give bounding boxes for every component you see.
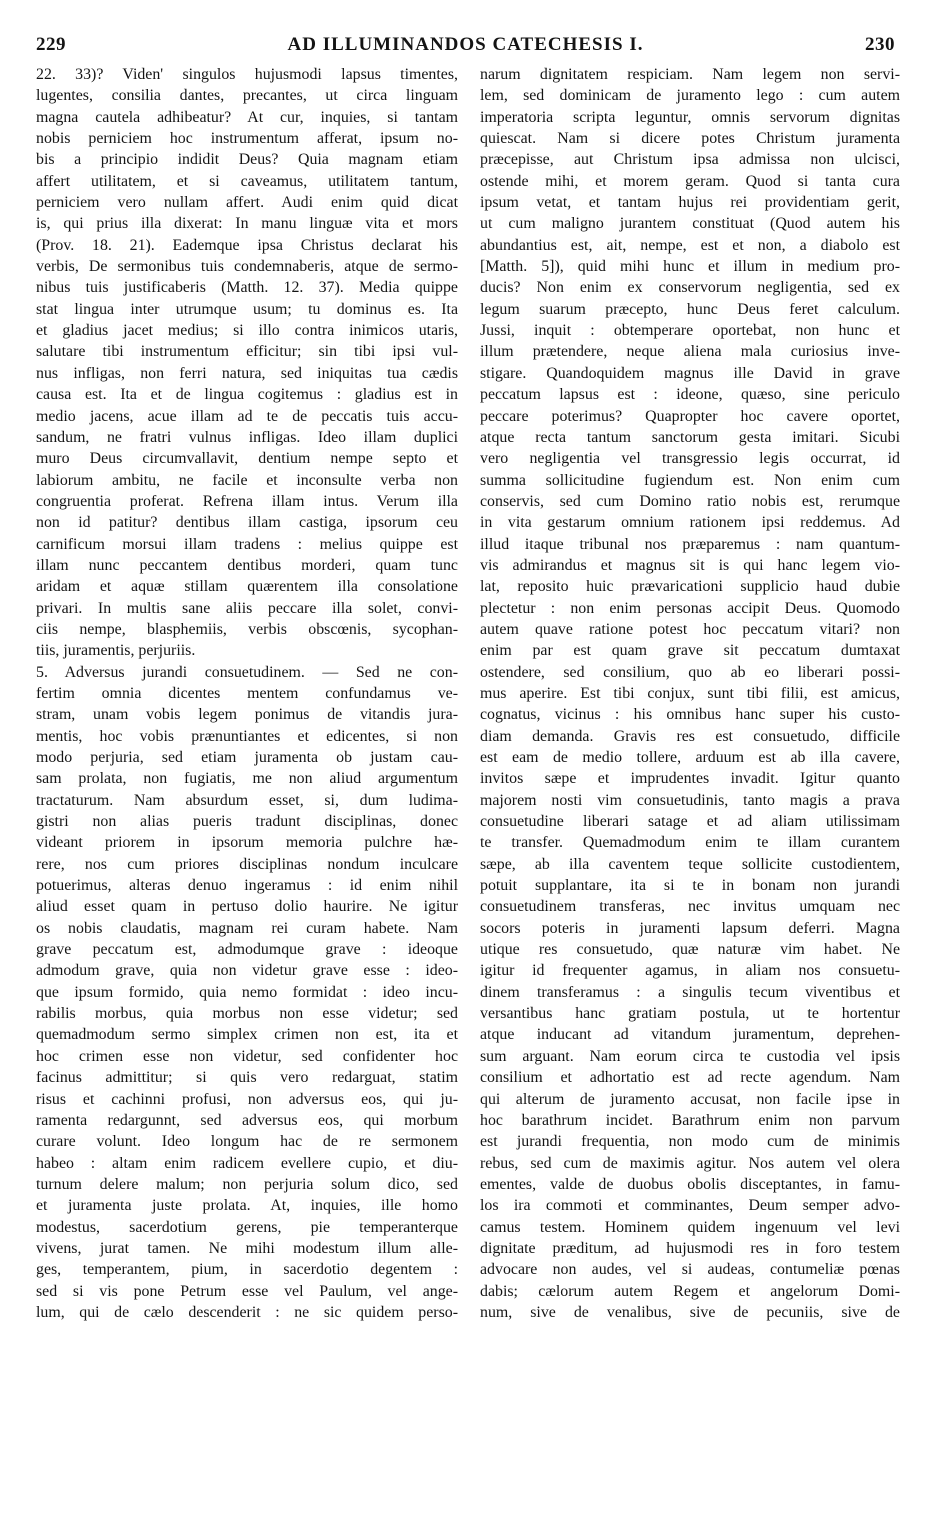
text-line: lugentes, consilia dantes, precantes, ut circa linguam: [36, 87, 458, 105]
text-line: ementes, valde de duobus obolis disceptantes, in famu-: [480, 1175, 900, 1193]
text-line: labiorum ambitu, ne facile et inconsulte verba non: [36, 471, 458, 489]
text-line: consuetudinem transferas, nec invitus umquam nec: [480, 898, 900, 916]
text-line: curare volunt. Ideo longum hac de re sermonem: [36, 1133, 458, 1151]
text-line: invitos sæpe et imprudentes invadit. Igitur quanto: [480, 770, 900, 788]
text-line: narum dignitatem respiciam. Nam legem non servi-: [480, 66, 900, 83]
text-line: te transfer. Quemadmodum enim te illam curantem: [480, 834, 900, 852]
text-line: illud itaque tribunal nos præparemus : nam quantum-: [480, 535, 900, 553]
text-line: potuerimus, alteras denuo ingeramus : id enim nihil: [36, 877, 458, 895]
text-line: atque recta tantum sanctorum gesta imitari. Sicubi: [480, 428, 900, 446]
text-line: est jurandi frequentia, non modo cum de minimis: [480, 1133, 900, 1151]
text-line: præcepisse, aut Christum ipsa admissa non ulcisci,: [480, 151, 900, 169]
text-line: sum arguant. Nam eorum circa te custodia vel ipsis: [480, 1047, 900, 1065]
text-line: facinus admittitur; si quis vero redarguat, statim: [36, 1069, 458, 1087]
text-line: autem quave ratione potest hoc peccatum vitari? non: [480, 620, 900, 638]
text-line: rebus, sed cum de maximis agitur. Nos autem vel olera: [480, 1154, 900, 1172]
text-line: 5. Adversus jurandi consuetudinem. — Sed ne con-: [36, 663, 458, 681]
text-line: aliud esset quam in pertuso dolio haurire. Ne igitur: [36, 898, 458, 916]
text-line: imperatoria scripta leguntur, omnis servorum dignitas: [480, 108, 900, 126]
text-line: mentis, hoc vobis prænuntiantes et edicentes, si non: [36, 727, 458, 745]
text-line: mus aperire. Est tibi conjux, sunt tibi filii, est amicus,: [480, 684, 900, 702]
text-line: bis a principio indidit Deus? Quia magnam etiam: [36, 151, 458, 169]
text-line: ges, temperantem, pium, in sacerdotio degentem :: [36, 1261, 458, 1279]
text-column-right: [480, 64, 900, 1323]
text-line: num, sive de venalibus, sive de pecuniis, sive de: [480, 1303, 900, 1321]
text-line: perniciem vero nullam affert. Audi enim quid dicat: [36, 194, 458, 212]
text-line: vis admirandus et magnus sit is qui hanc legem vio-: [480, 556, 900, 574]
text-line: in vita gestarum omnium rationem ipsi reddemus. Ad: [480, 514, 900, 532]
text-line: vivens, jurat tamen. Ne mihi modestum illum alle-: [36, 1239, 458, 1257]
text-line: ut cum maligno jurantem constituat (Quod autem his: [480, 215, 900, 233]
text-line: ostende mihi, et morem geram. Quod si tanta cura: [480, 172, 900, 190]
text-line: summa sollicitudine fugiendum est. Non enim cum: [480, 471, 900, 489]
text-line: 22. 33)? Viden' singulos hujusmodi lapsus timentes,: [36, 66, 458, 83]
text-line: et gladius jacet medius; si illo contra inimicos utaris,: [36, 322, 458, 340]
text-line: hoc barathrum incidet. Barathrum enim non parvum: [480, 1111, 900, 1129]
text-line: rabilis morbus, quia morbus non esse videtur; sed: [36, 1005, 458, 1023]
text-line: sandum, ne fratri vulnus infligas. Ideo illam duplici: [36, 428, 458, 446]
text-line: (Prov. 18. 21). Eademque ipsa Christus declarat his: [36, 236, 458, 254]
text-line: plectetur : non enim personas accipit Deus. Quomodo: [480, 599, 900, 617]
text-line: quiescat. Nam si dicere potes Christum juramenta: [480, 130, 900, 148]
text-line: muro Deus circumvallavit, dentium nempe septo et: [36, 450, 458, 468]
text-line: lem, sed dominicam de juramento lego : cum autem: [480, 87, 900, 105]
text-line: fertim omnia dicentes mentem confundamus ve-: [36, 684, 458, 702]
text-line: qui alterum de juramento accusat, non facile ipse in: [480, 1090, 900, 1108]
text-line: abundantius est, ait, nempe, est et non, a diabolo est: [480, 236, 900, 254]
text-line: enim par est quam grave sit peccatum dumtaxat: [480, 642, 900, 660]
text-line: peccare poterimus? Quapropter hoc cavere oportet,: [480, 407, 900, 425]
text-line: nibus tuis justificaberis (Matth. 12. 37). Media quippe: [36, 279, 458, 297]
text-line: consuetudine liberari satage et ad aliam utilissimam: [480, 813, 900, 831]
text-line: lum, qui de cælo descenderit : ne sic quidem perso-: [36, 1303, 458, 1321]
text-line: tractaturum. Nam absurdum esset, si, dum ludima-: [36, 791, 458, 809]
text-line: ipsum vetat, et tantam hujus rei providentiam gerit,: [480, 194, 900, 212]
text-line: ostendere, sed consilium, quo ab eo liberari possi-: [480, 663, 900, 681]
text-line: et juramenta juste prolata. At, inquies, ille homo: [36, 1197, 458, 1215]
text-line: advocare non audes, vel si audeas, contumeliæ pœnas: [480, 1261, 900, 1279]
text-line: diam demanda. Gravis res est consuetudo, difficile: [480, 727, 900, 745]
page-number-right: 230: [865, 34, 895, 55]
text-line: magna cautela adhibeatur? At cur, inquies, si tantam: [36, 108, 458, 126]
text-line: stram, unam vobis legem ponimus de vitandis jura-: [36, 706, 458, 724]
text-column-left: [36, 64, 458, 1323]
text-line: igitur id frequenter agamus, in aliam nos consuetu-: [480, 962, 900, 980]
text-line: ramenta redargunnt, sed adversus eos, qui morbum: [36, 1111, 458, 1129]
text-line: sæpe, ab illa caventem teque sollicite custodientem,: [480, 855, 900, 873]
text-line: socors poteris in juramenti lapsum deferri. Magna: [480, 919, 900, 937]
text-line: ducis? Non enim ex conservorum negligentia, sed ex: [480, 279, 900, 297]
text-line: ciis nempe, blasphemiis, verbis obscœnis, sycophan-: [36, 620, 458, 638]
text-line: lat, reposito huic prævaricationi supplicio haud dubie: [480, 578, 900, 596]
running-title: AD ILLUMINANDOS CATECHESIS I.: [287, 34, 644, 55]
text-line: que ipsum formido, quia nemo formidat : ideo incu-: [36, 983, 458, 1001]
text-line: est eam de medio tollere, arduum est ab illa cavere,: [480, 749, 900, 766]
text-line: legum suarum præcepto, hunc Deus feret calculum.: [480, 300, 900, 318]
text-line: privari. In multis sane aliis peccare illa solet, convi-: [36, 599, 458, 617]
text-line: versantibus hanc gratiam postula, ut te hortentur: [480, 1005, 900, 1023]
text-line: congruentia proferat. Refrena illam intus. Verum illa: [36, 492, 458, 510]
text-line: salutare tibi instrumentum efficitur; sin tibi ipsi vul-: [36, 343, 458, 361]
text-line: hoc crimen esse non videtur, sed confidenter hoc: [36, 1047, 458, 1065]
text-line: grave peccatum est, admodumque grave : ideoque: [36, 941, 458, 959]
text-line: camus testem. Hominem quidem ingenuum vel levi: [480, 1218, 900, 1236]
text-line: Jussi, inquit : obtemperare oportebat, non hunc et: [480, 322, 900, 340]
text-line: sam prolata, non fugiatis, me non aliud argumentum: [36, 770, 458, 788]
text-line: nobis perniciem hoc instrumentum afferat, ipsum no-: [36, 130, 458, 148]
text-line: is, qui prius illa dixerat: In manu linguæ vita et mors: [36, 215, 458, 233]
text-line: atque inducant ad vitandum juramentum, deprehen-: [480, 1026, 900, 1044]
text-line: rere, nos cum priores disciplinas nondum inculcare: [36, 855, 458, 873]
text-line: cognatus, vicinus : his omnibus hanc super his custo-: [480, 706, 900, 724]
text-line: peccatum lapsus est : ideone, quæso, sine periculo: [480, 386, 900, 404]
text-line: medio jacens, acue illam ad te de peccatis tuis accu-: [36, 407, 458, 425]
text-line: majorem nosti vim consuetudinis, tanto magis a prava: [480, 791, 900, 809]
text-line: gistri non alias pueris tradunt disciplinas, donec: [36, 813, 458, 831]
text-line: turnum delere malum; non perjuria solum dico, sed: [36, 1175, 458, 1193]
text-line: sed si vis pone Petrum esse vel Paulum, vel ange-: [36, 1282, 458, 1300]
text-line: quemadmodum sermo simplex crimen non est, ita et: [36, 1026, 458, 1044]
text-line: nus infligas, non ferri natura, sed iniquitas tua cædis: [36, 364, 458, 382]
text-line: dabis; cælorum autem Regem et angelorum Domi-: [480, 1282, 900, 1300]
text-line: consilium et adhortatio est ad recte agendum. Nam: [480, 1069, 900, 1087]
page-number-left: 229: [36, 34, 66, 55]
text-line: [Matth. 5]), quid mihi hunc et illum in medium pro-: [480, 258, 900, 276]
text-line: illam nunc peccantem dentibus morderi, quam tunc: [36, 556, 458, 574]
text-line: stigare. Quandoquidem magnus ille David in grave: [480, 364, 900, 382]
text-line: aridam et aquæ stillam quærentem illa consolatione: [36, 578, 458, 596]
text-line: modestus, sacerdotium gerens, pie temperanterque: [36, 1218, 458, 1236]
text-line: risus et cachinni profusi, non adversus eos, qui ju-: [36, 1090, 458, 1108]
text-line: carnificum morsui illam tradens : melius quippe est: [36, 535, 458, 553]
text-line: verbis, De sermonibus tuis condemnaberis, atque de sermo-: [36, 258, 458, 276]
text-line: utique res consuetudo, quæ naturæ vim habet. Ne: [480, 941, 900, 959]
text-line: dinem transferamus : a singulis tecum viventibus et: [480, 983, 900, 1001]
text-line: os nobis claudatis, magnam rei curam habete. Nam: [36, 919, 458, 937]
running-header: [36, 34, 895, 58]
text-line: dignitate præditum, ad hujusmodi res in foro testem: [480, 1239, 900, 1257]
text-line: modo perjuria, sed etiam juramenta ob justam cau-: [36, 749, 458, 766]
text-line: tiis, juramentis, perjuriis.: [36, 642, 196, 660]
text-line: admodum grave, quia non videtur grave esse : ideo-: [36, 962, 458, 980]
text-line: conservis, sed cum Domino ratio nobis est, rerumque: [480, 492, 900, 510]
text-line: potuit supplantare, ita si te in bonam non jurandi: [480, 877, 900, 895]
text-line: causa est. Ita et de lingua cogitemus : gladius est in: [36, 386, 458, 404]
text-line: vero negligentia vel transgressio legis occurrat, id: [480, 450, 900, 468]
text-line: non id patitur? dentibus illam castiga, ipsorum ceu: [36, 514, 458, 532]
text-line: affert utilitatem, et si caveamus, utilitatem tantum,: [36, 172, 458, 190]
text-line: stat lingua inter utrumque usum; tu dominus es. Ita: [36, 300, 458, 318]
text-line: illum prætendere, neque aliena mala curiosius inve-: [480, 343, 900, 361]
text-line: habeo : altam enim radicem evellere cupio, et diu-: [36, 1154, 458, 1172]
text-line: los ira commoti et comminantes, Deum semper advo-: [480, 1197, 900, 1215]
text-line: videant priorem in ipsorum memoria pulchre hæ-: [36, 834, 458, 852]
